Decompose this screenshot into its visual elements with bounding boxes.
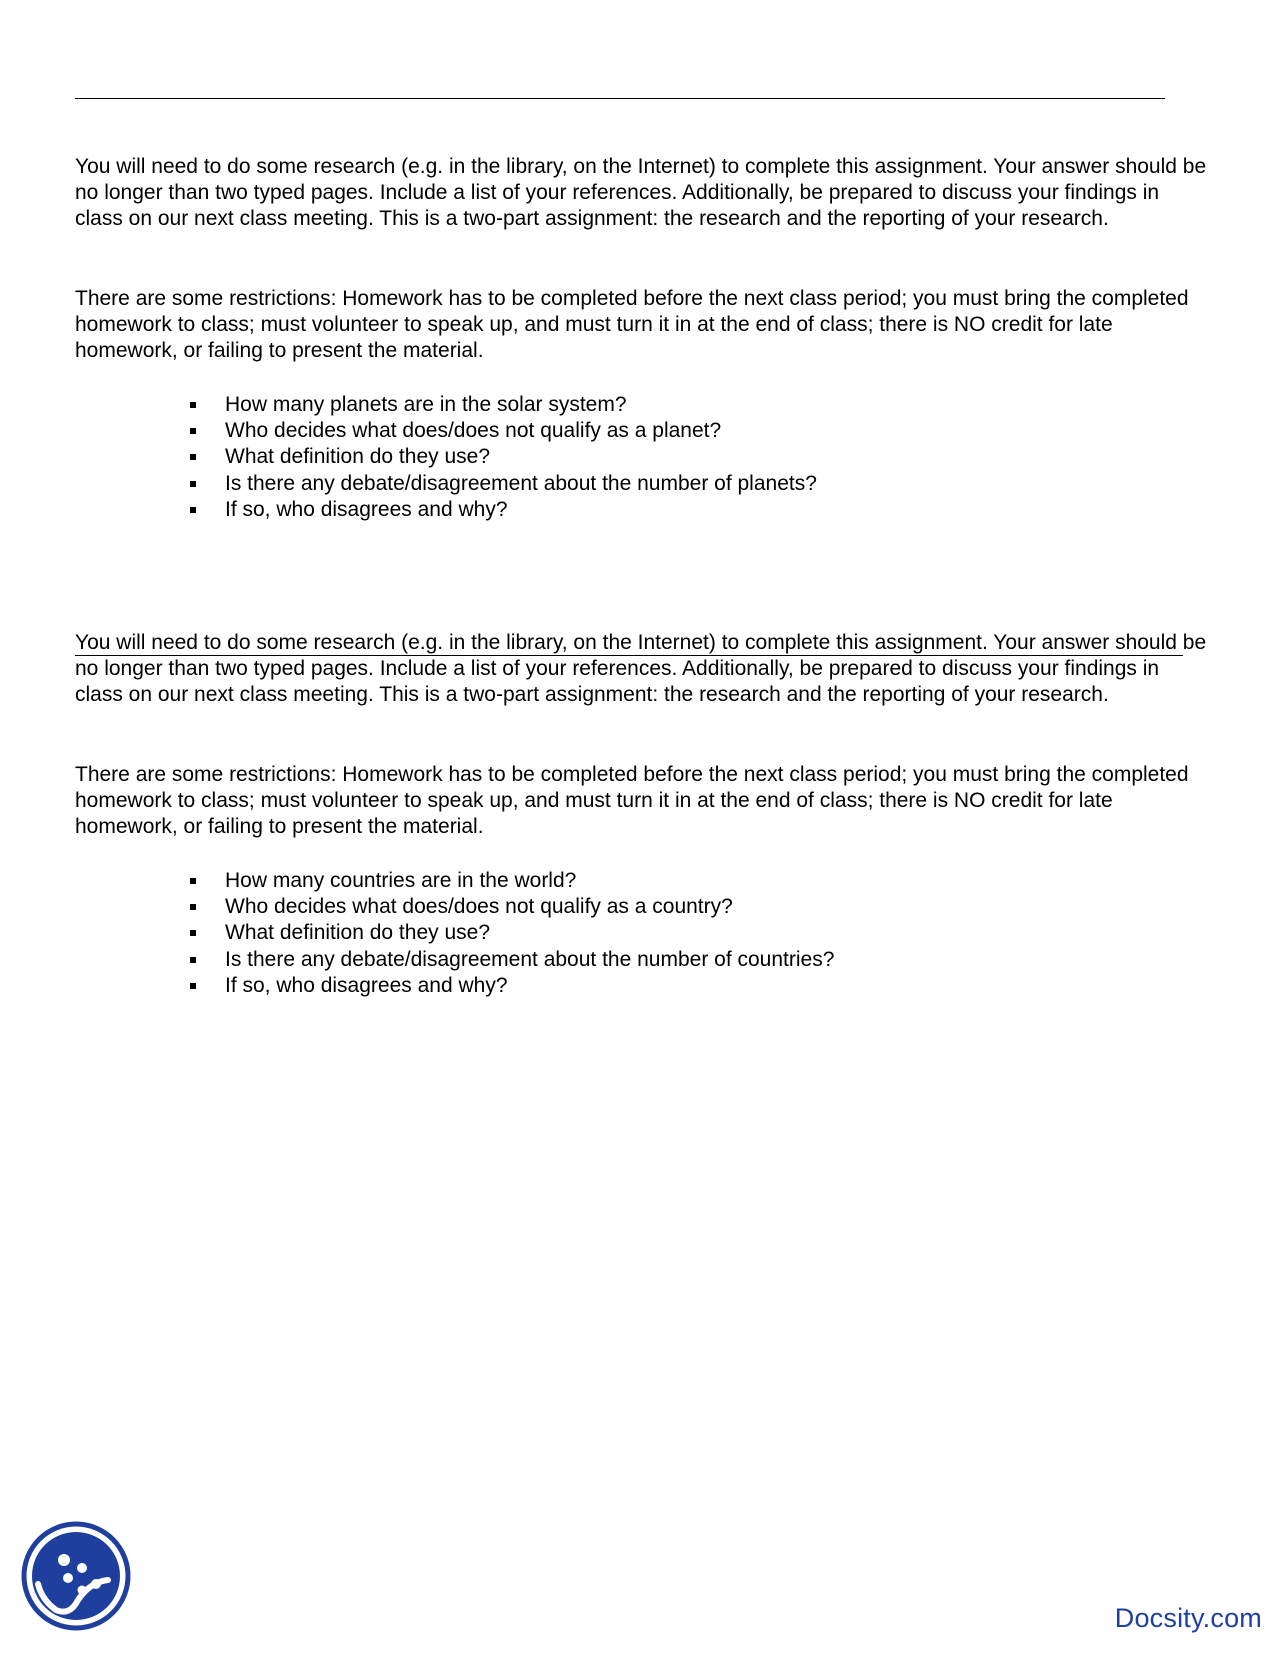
section-2-restrictions: There are some restrictions: Homework has to be completed before the next class period; you must bring the completed homework to class; must volunteer to speak up, and must turn it in at the end of class; there is NO credit for late homework, or failing to present the material.: [75, 763, 1189, 839]
list-item: [190, 894, 1090, 920]
section-1-intro: You will need to do some research (e.g. in the library, on the Internet) to complete this assignment. Your answer should be no longer than two typed pages. Include a list of your references. Additionally, be prepared to discuss your findings in class on our next class meeting. This is a two-part assignment: the research and the reporting of your research.: [75, 155, 1207, 231]
bullet-square-icon: [190, 454, 196, 460]
list-item: [190, 392, 1090, 418]
question-text: If so, who disagrees and why?: [225, 973, 508, 997]
section-2-underline: [75, 655, 1183, 656]
bullet-square-icon: [190, 402, 196, 408]
bullet-square-icon: [190, 904, 196, 910]
section-1-question-list: [190, 392, 1090, 523]
question-text: Who decides what does/does not qualify as a country?: [225, 895, 733, 919]
question-text: What definition do they use?: [225, 921, 491, 945]
list-item: [190, 947, 1090, 973]
section-2-intro: You will need to do some research (e.g. in the library, on the Internet) to complete this assignment. Your answer should be no longer than two typed pages. Include a list of your references. Additionally, be prepared to discuss your findings in class on our next class meeting. This is a two-part assignment: the research and the reporting of your research.: [75, 631, 1207, 707]
bullet-square-icon: [190, 957, 196, 963]
list-item: [190, 444, 1090, 470]
docsity-logo-icon: [20, 1520, 132, 1632]
list-item: [190, 418, 1090, 444]
bullet-square-icon: [190, 983, 196, 989]
section-1-restrictions: There are some restrictions: Homework has to be completed before the next class period; you must bring the completed homework to class; must volunteer to speak up, and must turn it in at the end of class; there is NO credit for late homework, or failing to present the material.: [75, 287, 1189, 363]
question-text: How many planets are in the solar system?: [225, 393, 627, 416]
question-text: What definition do they use?: [225, 445, 491, 469]
bullet-square-icon: [190, 481, 196, 487]
bullet-square-icon: [190, 428, 196, 434]
question-text: If so, who disagrees and why?: [225, 497, 508, 521]
question-text: How many countries are in the world?: [225, 869, 577, 892]
bullet-square-icon: [190, 878, 196, 884]
list-item: [190, 973, 1090, 999]
list-item: [190, 497, 1090, 523]
list-item: [190, 868, 1090, 894]
question-text: Is there any debate/disagreement about the number of planets?: [225, 471, 817, 495]
docsity-brand-link[interactable]: Docsity.com: [1114, 1603, 1262, 1633]
bullet-square-icon: [190, 507, 196, 513]
section-2-question-list: [190, 868, 1090, 999]
top-rule: [75, 98, 1165, 99]
list-item: [190, 471, 1090, 497]
list-item: [190, 920, 1090, 946]
bullet-square-icon: [190, 930, 196, 936]
question-text: Who decides what does/does not qualify as a planet?: [225, 419, 722, 443]
question-text: Is there any debate/disagreement about the number of countries?: [225, 947, 835, 971]
